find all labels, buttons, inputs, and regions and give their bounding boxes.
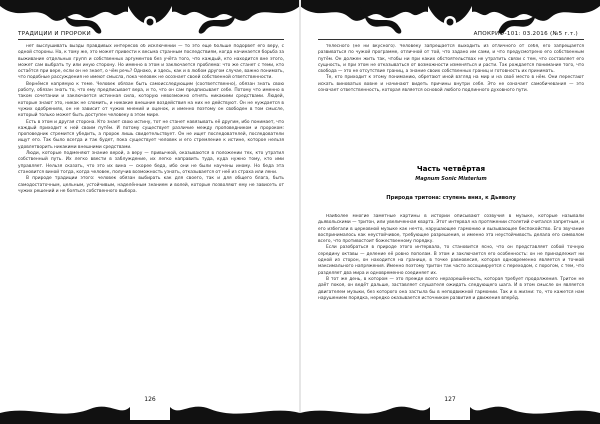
left-paragraph: Вернёмся напрямую к теме. Человек обязан быть самоисследующим (соответственно), обязан знать свою работу, обязан знать то, что ему предписывает вера, и то, что он сам предписывает себе. Потому что именно в таком сочетании и заключается истинная сила, которую невозможно отнять никакими средствами. Людей, которые знают это, никак не сломить, и никакие внешние воздействия на них не действуют. Он не нуждается в чужих одобрениях, он не зависит от чужих мнений и оценок, и именно поэтому он свободен в том смысле, который только может быть доступен человеку в этом мире. — [18, 81, 284, 119]
right-paragraph: телесного (не ни вкусного). Человеку запрещается выходить из отличного от себя, его запрещается развиваться по чужой программе, отличной от той, что задано им сами, и что предусмотрено его собственным путём. Он должен жить так, чтобы ни при каких обстоятельствах не утратить связи с тем, что составляет его сущность, и при этом не отказываться от возможности изменяться и расти. Так рождается понимание того, что свобода — это не отсутствие границ, а знание своих собственных границ и готовность их принимать. — [318, 44, 584, 75]
right-head-rule — [318, 39, 584, 40]
gutter-divider — [299, 0, 301, 424]
right-running-head: АПОКРИФ-101: 03.2016 (№5 г.т.) — [473, 31, 578, 37]
left-running-head: ТРАДИЦИИ И ПРОРОКИ — [18, 31, 91, 37]
chapter-subtitle: Magnum Sonic Misterium — [415, 176, 487, 182]
left-page-body — [18, 44, 284, 393]
right-page-number: 127 — [444, 396, 456, 403]
left-paragraph: В природе традиции этого: человек обязан выбирать как для своего, так и для общего блага, быть самодостаточным, цельным, устойчивым, наделённым знанием и волей, которые позволяют ему не зависеть от чужих решений и не бояться собственного выбора. — [18, 176, 284, 194]
right-paragraph: В тот же день, в котором — это прежде всего неразрешённость, которая требует продолжения. Тритон не даёт покоя, он ведёт дальше, заставляет слушателя ожидать следующего шага. И в этом смысле он является двигателем музыки, без которого она застыла бы в неподвижной гармонии. Так и в жизни: то, что кажется нам нарушением порядка, нередко оказывается источником развития и движения вперёд. — [318, 276, 584, 301]
right-page-body-bottom — [318, 214, 584, 393]
left-head-rule — [18, 39, 284, 40]
left-page-number: 126 — [144, 396, 156, 403]
right-paragraph: Если разобраться в природе этого интервала, то становится ясно, что он представляет собой точную середину октавы — деление её ровно пополам. В этом и заключается его особенность: он не принадлежит ни одной из сторон, он находится на границе, в точке равновесия, которая одновременно является и точкой максимального напряжения. Именно поэтому тритон так часто ассоциируется с переходом, с порогом, с тем, что разделяет два мира и одновременно соединяет их. — [318, 245, 584, 276]
right-paragraph: Наиболее многие заметные картины в истории описывают созвучия в музыке, которые называли дьявольскими — тритон, или увеличенная кварта. Этот интервал на протяжении столетий считался запретным, и его избегали в церковной музыке как нечто, нарушающее гармонию и вызывающее беспокойство. Его звучание воспринималось как неустойчивое, требующее разрешения, и именно эта неустойчивость делала его символом всего, что противостоит божественному порядку. — [318, 214, 584, 245]
left-paragraph: Люди, которые подменяют знание верой, а веру — привычкой, оказываются в положении тех, кто утратил собственный путь. Их легко ввести в заблуждение, их легко направить туда, куда нужно тому, кто ими управляет. Нельзя сказать, что это их вина — скорее беда, ибо они не были научены иному. Но беда эта становится виной тогда, когда человек, получив возможность узнать, отказывается от неё из страха или лени. — [18, 151, 284, 175]
right-page-body-top — [318, 44, 584, 158]
chapter-title: Часть четвёртая — [416, 164, 486, 173]
section-title: Природа тритона: ступень вниз, к Дьяволу — [386, 195, 516, 201]
left-paragraph: нет выслушивать вызды правдивых интересов об исключении — то это ещё больше подорвёт его веру, с одной стороны. На, к тому же, это может привести к весьма странным последствиям, когда начинается борьба за выживание отдельных групп и собственных аргументов без учёта того, что каждый, кто находится вне этого, может сам выбрать ту или иную сторону. Но именно в этом и заключается проблема: что же станет с теми, кто остаётся при вере, если он не знает, о чём речь? Однако, и здесь, как и в любом другом случае, важно понимать, что подобные рассуждения не имеют смысла, пока человек не осознает своей собственной ответственности. — [18, 44, 284, 81]
left-paragraph: Есть в этом и другая сторона. Кто знает свою истину, тот не станет навязывать её другим, ибо понимает, что каждый приходит к ней своим путём. И потому существует различие между проповедником и пророком: проповедник стремится убедить, а пророк лишь свидетельствует. Он не ищет последователей, последователи ищут его. Так было всегда и так будет, пока существует человек и его стремление к истине, которое нельзя удовлетворить никакими внешними средствами. — [18, 119, 284, 150]
right-paragraph: Те, кто приходит к этому пониманию, обретают иной взгляд на мир и на своё место в нём. Они перестают искать виноватых вовне и начинают видеть причины внутри себя. Это не означает самобичевания — это означает ответственность, которая является основой любого подлинного духовного пути. — [318, 75, 584, 94]
